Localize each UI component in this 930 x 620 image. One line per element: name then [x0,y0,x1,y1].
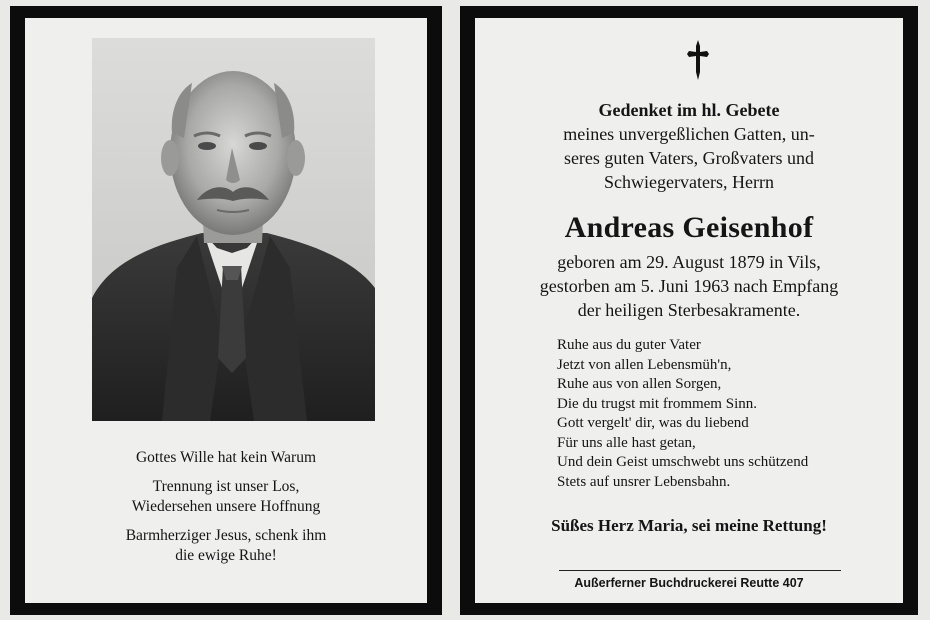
saying-gottes-wille [25,448,427,468]
left-card-text [25,448,427,575]
poem [557,336,808,492]
card-left-inner [25,18,427,603]
intro-line: Schwiegervaters, Herrn [604,172,774,192]
poem-line: Für uns alle hast getan, [557,434,696,451]
intro-line: meines unvergeßlichen Gatten, un- [563,124,815,144]
memorial-card-left [10,6,442,615]
motto: Süßes Herz Maria, sei meine Rettung! [551,516,827,535]
deceased-name: Andreas Geisenhof [564,211,814,244]
dates-line: der heiligen Sterbesakramente. [577,300,801,320]
poem-line: Stets auf unsrer Lebensbahn. [557,473,731,490]
portrait-illustration [92,38,375,421]
dates-line: geboren am 29. August 1879 in Vils, [557,252,821,272]
memorial-card-right [460,6,918,615]
life-dates [475,250,903,322]
saying-trennung [25,477,427,517]
poem-line: Und dein Geist umschwebt uns schützend [557,454,809,470]
dates-line: gestorben am 5. Juni 1963 nach Empfang [539,276,839,296]
saying-line: die ewige Ruhe! [175,547,277,564]
divider [559,570,841,571]
saying-line: Barmherziger Jesus, schenk ihm [125,527,327,544]
poem-line: Ruhe aus du guter Vater [557,337,701,353]
intro-line: seres guten Vaters, Großvaters und [563,148,815,168]
poem-line: Ruhe aus von allen Sorgen, [557,376,722,392]
saying-line: Wiedersehen unsere Hoffnung [131,498,321,515]
prayer-barmherziger-jesus [25,526,427,566]
poem-line: Gott vergelt' dir, was du liebend [557,415,749,431]
intro-text [475,122,903,194]
saying-line: Trennung ist unser Los, [152,478,300,495]
saying-line: Gottes Wille hat kein Warum [135,449,317,466]
heading: Gedenket im hl. Gebete [598,100,780,120]
portrait-photo [92,38,375,421]
poem-line: Jetzt von allen Lebensmüh'n, [557,356,732,373]
card-right-inner [475,18,903,603]
printer-imprint: Außerferner Buchdruckerei Reutte 407 [574,576,804,590]
poem-line: Die du trugst mit frommem Sinn. [557,395,757,412]
cross-icon [687,40,709,80]
